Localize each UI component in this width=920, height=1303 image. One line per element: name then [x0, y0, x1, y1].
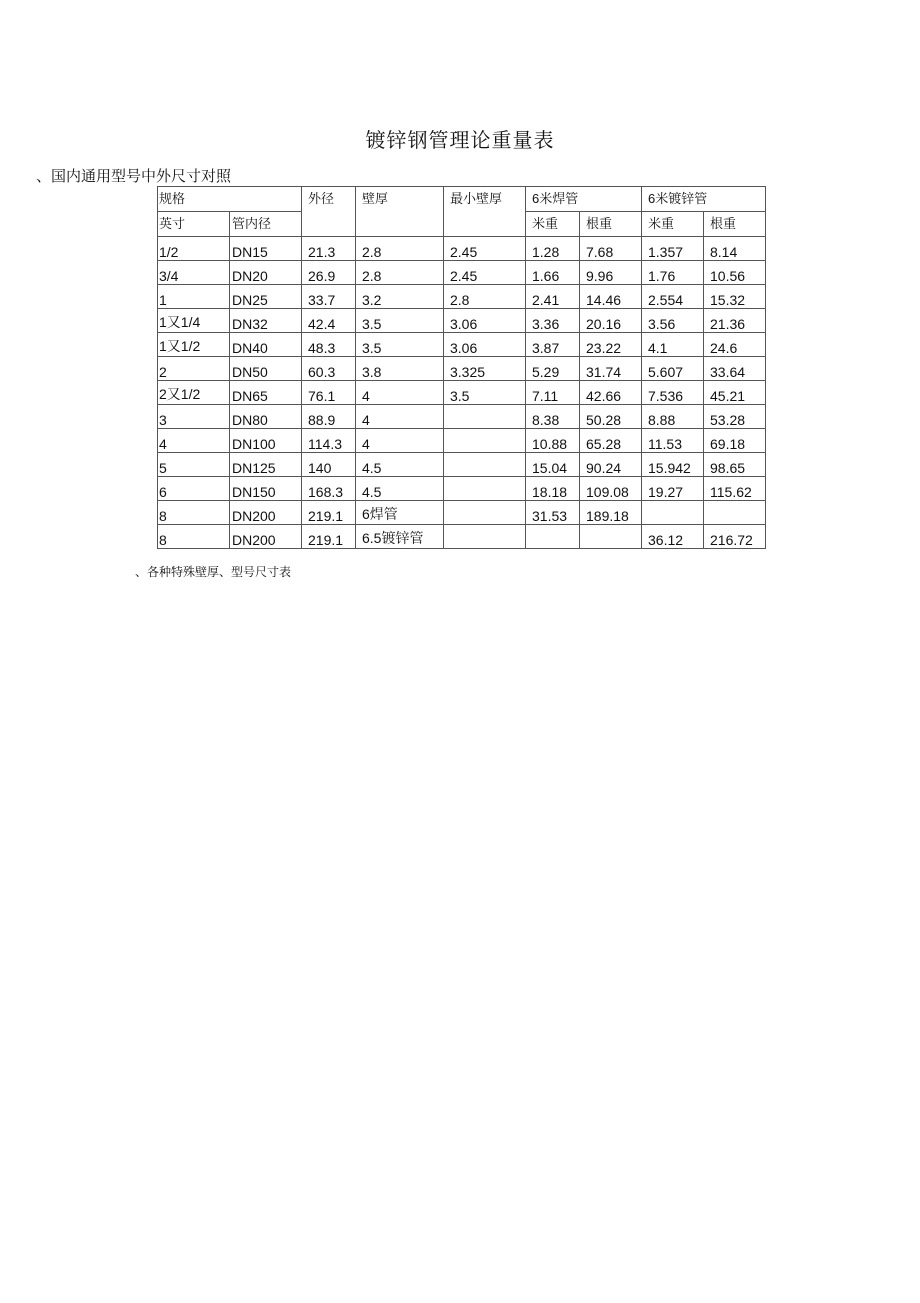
cell-welded-per-piece: 31.74 [580, 357, 642, 381]
cell-min-wall-thickness: 3.06 [444, 309, 526, 333]
document-title: 镀锌钢管理论重量表 [365, 128, 555, 152]
cell-nominal-diameter: DN125 [230, 453, 302, 477]
cell-galv-per-meter: 36.12 [642, 525, 704, 549]
cell-wall-thickness: 3.2 [356, 285, 444, 309]
cell-welded-per-meter: 8.38 [526, 405, 580, 429]
cell-welded-per-piece: 23.22 [580, 333, 642, 357]
cell-min-wall-thickness [444, 453, 526, 477]
cell-welded-per-meter: 31.53 [526, 501, 580, 525]
cell-wall-thickness: 2.8 [356, 261, 444, 285]
table-row [158, 453, 766, 477]
cell-min-wall-thickness [444, 429, 526, 453]
cell-galv-per-meter: 3.56 [642, 309, 704, 333]
cell-outer-diameter: 33.7 [302, 285, 356, 309]
table-row [158, 309, 766, 333]
cell-welded-per-meter: 18.18 [526, 477, 580, 501]
header-welded-per-meter: 米重 [526, 212, 580, 237]
cell-galv-per-piece: 216.72 [704, 525, 766, 549]
cell-wall-thickness: 6焊管 [356, 501, 444, 525]
cell-outer-diameter: 60.3 [302, 357, 356, 381]
table-row [158, 429, 766, 453]
cell-nominal-diameter: DN25 [230, 285, 302, 309]
cell-galv-per-meter: 7.536 [642, 381, 704, 405]
pipe-weight-table [157, 186, 766, 549]
cell-galv-per-piece: 21.36 [704, 309, 766, 333]
cell-welded-per-meter: 7.11 [526, 381, 580, 405]
cell-inch: 1/2 [158, 237, 230, 261]
cell-welded-per-piece: 90.24 [580, 453, 642, 477]
table-row [158, 357, 766, 381]
section-heading-special-sizes: 、各种特殊壁厚、型号尺寸表 [135, 565, 292, 579]
cell-wall-thickness: 3.8 [356, 357, 444, 381]
cell-wall-thickness: 4.5 [356, 477, 444, 501]
cell-min-wall-thickness: 2.45 [444, 261, 526, 285]
cell-inch: 1 [158, 285, 230, 309]
cell-inch: 2又1/2 [158, 381, 230, 405]
cell-min-wall-thickness [444, 501, 526, 525]
cell-nominal-diameter: DN15 [230, 237, 302, 261]
cell-nominal-diameter: DN20 [230, 261, 302, 285]
cell-outer-diameter: 42.4 [302, 309, 356, 333]
cell-galv-per-piece: 10.56 [704, 261, 766, 285]
cell-min-wall-thickness [444, 405, 526, 429]
cell-nominal-diameter: DN40 [230, 333, 302, 357]
cell-nominal-diameter: DN65 [230, 381, 302, 405]
cell-welded-per-meter: 3.36 [526, 309, 580, 333]
cell-min-wall-thickness: 3.5 [444, 381, 526, 405]
cell-outer-diameter: 26.9 [302, 261, 356, 285]
table-row [158, 333, 766, 357]
cell-outer-diameter: 76.1 [302, 381, 356, 405]
cell-inch: 3 [158, 405, 230, 429]
cell-galv-per-meter: 1.76 [642, 261, 704, 285]
cell-welded-per-meter: 10.88 [526, 429, 580, 453]
cell-galv-per-meter: 2.554 [642, 285, 704, 309]
cell-welded-per-piece: 65.28 [580, 429, 642, 453]
cell-wall-thickness: 6.5镀锌管 [356, 525, 444, 549]
table-row [158, 237, 766, 261]
cell-nominal-diameter: DN80 [230, 405, 302, 429]
cell-galv-per-meter: 1.357 [642, 237, 704, 261]
section-heading-standard-sizes: 、国内通用型号中外尺寸对照 [36, 167, 232, 185]
cell-welded-per-piece: 42.66 [580, 381, 642, 405]
cell-nominal-diameter: DN200 [230, 501, 302, 525]
cell-welded-per-piece: 9.96 [580, 261, 642, 285]
cell-inch: 4 [158, 429, 230, 453]
cell-inch: 3/4 [158, 261, 230, 285]
header-welded-pipe: 6米焊管 [526, 187, 642, 212]
cell-wall-thickness: 4 [356, 405, 444, 429]
header-galvanized-pipe: 6米镀锌管 [642, 187, 766, 212]
header-spec: 规格 [158, 187, 302, 212]
cell-nominal-diameter: DN150 [230, 477, 302, 501]
cell-galv-per-piece: 53.28 [704, 405, 766, 429]
header-galv-per-meter: 米重 [642, 212, 704, 237]
cell-min-wall-thickness: 2.8 [444, 285, 526, 309]
header-inch: 英寸 [158, 212, 230, 237]
cell-wall-thickness: 4 [356, 429, 444, 453]
cell-galv-per-piece: 8.14 [704, 237, 766, 261]
cell-welded-per-meter: 5.29 [526, 357, 580, 381]
cell-galv-per-piece: 24.6 [704, 333, 766, 357]
cell-outer-diameter: 168.3 [302, 477, 356, 501]
cell-nominal-diameter: DN32 [230, 309, 302, 333]
cell-wall-thickness: 4 [356, 381, 444, 405]
cell-wall-thickness: 4.5 [356, 453, 444, 477]
cell-inch: 1又1/4 [158, 309, 230, 333]
header-outer-diameter: 外径 [302, 187, 356, 237]
cell-outer-diameter: 140 [302, 453, 356, 477]
cell-nominal-diameter: DN50 [230, 357, 302, 381]
table-row [158, 477, 766, 501]
cell-welded-per-meter: 3.87 [526, 333, 580, 357]
cell-galv-per-piece: 33.64 [704, 357, 766, 381]
cell-inch: 8 [158, 501, 230, 525]
cell-inch: 5 [158, 453, 230, 477]
cell-outer-diameter: 21.3 [302, 237, 356, 261]
cell-min-wall-thickness [444, 525, 526, 549]
header-min-wall-thickness: 最小壁厚 [444, 187, 526, 237]
cell-inch: 1又1/2 [158, 333, 230, 357]
cell-galv-per-piece: 98.65 [704, 453, 766, 477]
cell-galv-per-piece: 115.62 [704, 477, 766, 501]
cell-galv-per-meter: 8.88 [642, 405, 704, 429]
cell-inch: 8 [158, 525, 230, 549]
cell-outer-diameter: 48.3 [302, 333, 356, 357]
cell-galv-per-meter: 11.53 [642, 429, 704, 453]
cell-galv-per-meter: 15.942 [642, 453, 704, 477]
cell-galv-per-meter: 19.27 [642, 477, 704, 501]
table-row [158, 525, 766, 549]
cell-nominal-diameter: DN200 [230, 525, 302, 549]
cell-outer-diameter: 88.9 [302, 405, 356, 429]
cell-welded-per-meter: 1.66 [526, 261, 580, 285]
cell-outer-diameter: 219.1 [302, 525, 356, 549]
cell-welded-per-piece: 14.46 [580, 285, 642, 309]
cell-welded-per-meter [526, 525, 580, 549]
cell-inch: 2 [158, 357, 230, 381]
header-galv-per-piece: 根重 [704, 212, 766, 237]
header-welded-per-piece: 根重 [580, 212, 642, 237]
cell-galv-per-meter: 4.1 [642, 333, 704, 357]
cell-outer-diameter: 114.3 [302, 429, 356, 453]
cell-welded-per-meter: 1.28 [526, 237, 580, 261]
cell-welded-per-piece: 109.08 [580, 477, 642, 501]
table-row [158, 285, 766, 309]
table-row [158, 381, 766, 405]
cell-nominal-diameter: DN100 [230, 429, 302, 453]
cell-min-wall-thickness: 3.06 [444, 333, 526, 357]
table-row [158, 501, 766, 525]
cell-min-wall-thickness [444, 477, 526, 501]
cell-wall-thickness: 2.8 [356, 237, 444, 261]
header-wall-thickness: 壁厚 [356, 187, 444, 237]
cell-wall-thickness: 3.5 [356, 309, 444, 333]
cell-galv-per-piece [704, 501, 766, 525]
cell-welded-per-piece: 189.18 [580, 501, 642, 525]
table-row [158, 405, 766, 429]
cell-welded-per-meter: 2.41 [526, 285, 580, 309]
cell-galv-per-piece: 69.18 [704, 429, 766, 453]
cell-wall-thickness: 3.5 [356, 333, 444, 357]
cell-welded-per-piece: 50.28 [580, 405, 642, 429]
cell-galv-per-meter: 5.607 [642, 357, 704, 381]
cell-welded-per-piece: 7.68 [580, 237, 642, 261]
table-row [158, 261, 766, 285]
cell-outer-diameter: 219.1 [302, 501, 356, 525]
cell-welded-per-piece [580, 525, 642, 549]
cell-welded-per-piece: 20.16 [580, 309, 642, 333]
cell-galv-per-meter [642, 501, 704, 525]
cell-galv-per-piece: 45.21 [704, 381, 766, 405]
cell-inch: 6 [158, 477, 230, 501]
header-nominal-diameter: 管内径 [230, 212, 302, 237]
cell-min-wall-thickness: 3.325 [444, 357, 526, 381]
cell-galv-per-piece: 15.32 [704, 285, 766, 309]
cell-welded-per-meter: 15.04 [526, 453, 580, 477]
cell-min-wall-thickness: 2.45 [444, 237, 526, 261]
